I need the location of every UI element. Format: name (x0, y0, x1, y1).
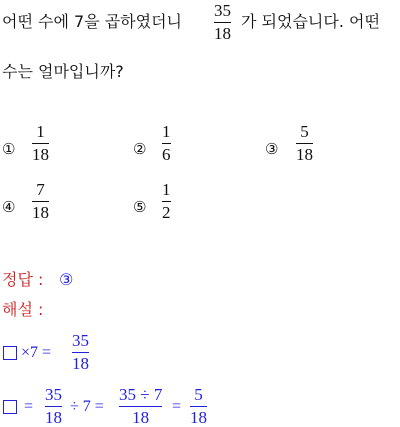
choice-4-denominator: 18 (32, 203, 49, 222)
choice-2-denominator: 6 (162, 145, 171, 164)
equation-2-fraction-2-denominator: 18 (132, 408, 150, 427)
choice-3-denominator: 18 (296, 145, 313, 164)
choice-1-numerator: 1 (36, 122, 45, 141)
equation-1-operator: ×7 = (21, 344, 52, 361)
equation-2-fraction-1-numerator: 35 (45, 385, 62, 404)
fraction-bar (32, 201, 49, 202)
answer-value: ③ (59, 270, 74, 289)
explanation-label: 해설 : (2, 300, 44, 319)
equation-2-fraction-1-denominator: 18 (45, 408, 62, 427)
unknown-box (3, 400, 17, 414)
equation-2-fraction-1 (45, 386, 62, 427)
choice-3-marker: ③ (265, 140, 279, 158)
choice-4-fraction (32, 181, 49, 222)
fraction-bar (214, 22, 231, 23)
question-line1-start: 어떤 수에 7을 곱하였더니 (2, 12, 182, 31)
choice-5-marker: ⑤ (133, 198, 147, 216)
choice-2-numerator: 1 (162, 122, 171, 141)
choice-3-numerator: 5 (300, 122, 309, 141)
choice-1-fraction (32, 123, 49, 164)
fraction-bar (119, 406, 162, 407)
question-fraction-numerator: 35 (214, 1, 231, 20)
fraction-bar (32, 143, 49, 144)
fraction-bar (190, 406, 207, 407)
fraction-bar (45, 406, 62, 407)
choice-1-marker: ① (2, 140, 16, 158)
equation-2-divide: ÷ 7 = (70, 398, 104, 415)
choice-2-fraction (162, 123, 171, 164)
equation-1-denominator: 18 (72, 354, 89, 373)
choice-1-denominator: 18 (32, 145, 49, 164)
fraction-bar (162, 201, 171, 202)
fraction-bar (162, 143, 171, 144)
equation-2-fraction-3 (190, 386, 207, 427)
equation-2-fraction-2 (119, 386, 162, 427)
choice-2-marker: ② (133, 140, 147, 158)
choice-5-denominator: 2 (162, 203, 171, 222)
equation-2-equals-2: = (172, 398, 182, 415)
equation-2-equals: = (24, 398, 34, 415)
question-fraction-denominator: 18 (214, 24, 231, 43)
unknown-box (3, 346, 17, 360)
question-fraction (214, 2, 231, 43)
equation-1-numerator: 35 (72, 331, 89, 350)
fraction-bar (296, 143, 313, 144)
equation-2-fraction-3-denominator: 18 (190, 408, 207, 427)
equation-2-fraction-2-numerator: 35 ÷ 7 (119, 385, 163, 404)
question-line1-end: 가 되었습니다. 어떤 (241, 12, 380, 31)
choice-5-numerator: 1 (162, 180, 171, 199)
choice-3-fraction (296, 123, 313, 164)
choice-5-fraction (162, 181, 171, 222)
equation-2-fraction-3-numerator: 5 (194, 385, 203, 404)
answer-label: 정답 : (2, 270, 44, 289)
choice-4-numerator: 7 (36, 180, 45, 199)
equation-1-fraction (72, 332, 89, 373)
fraction-bar (72, 352, 89, 353)
choice-4-marker: ④ (2, 198, 16, 216)
question-line2: 수는 얼마입니까? (2, 62, 124, 81)
